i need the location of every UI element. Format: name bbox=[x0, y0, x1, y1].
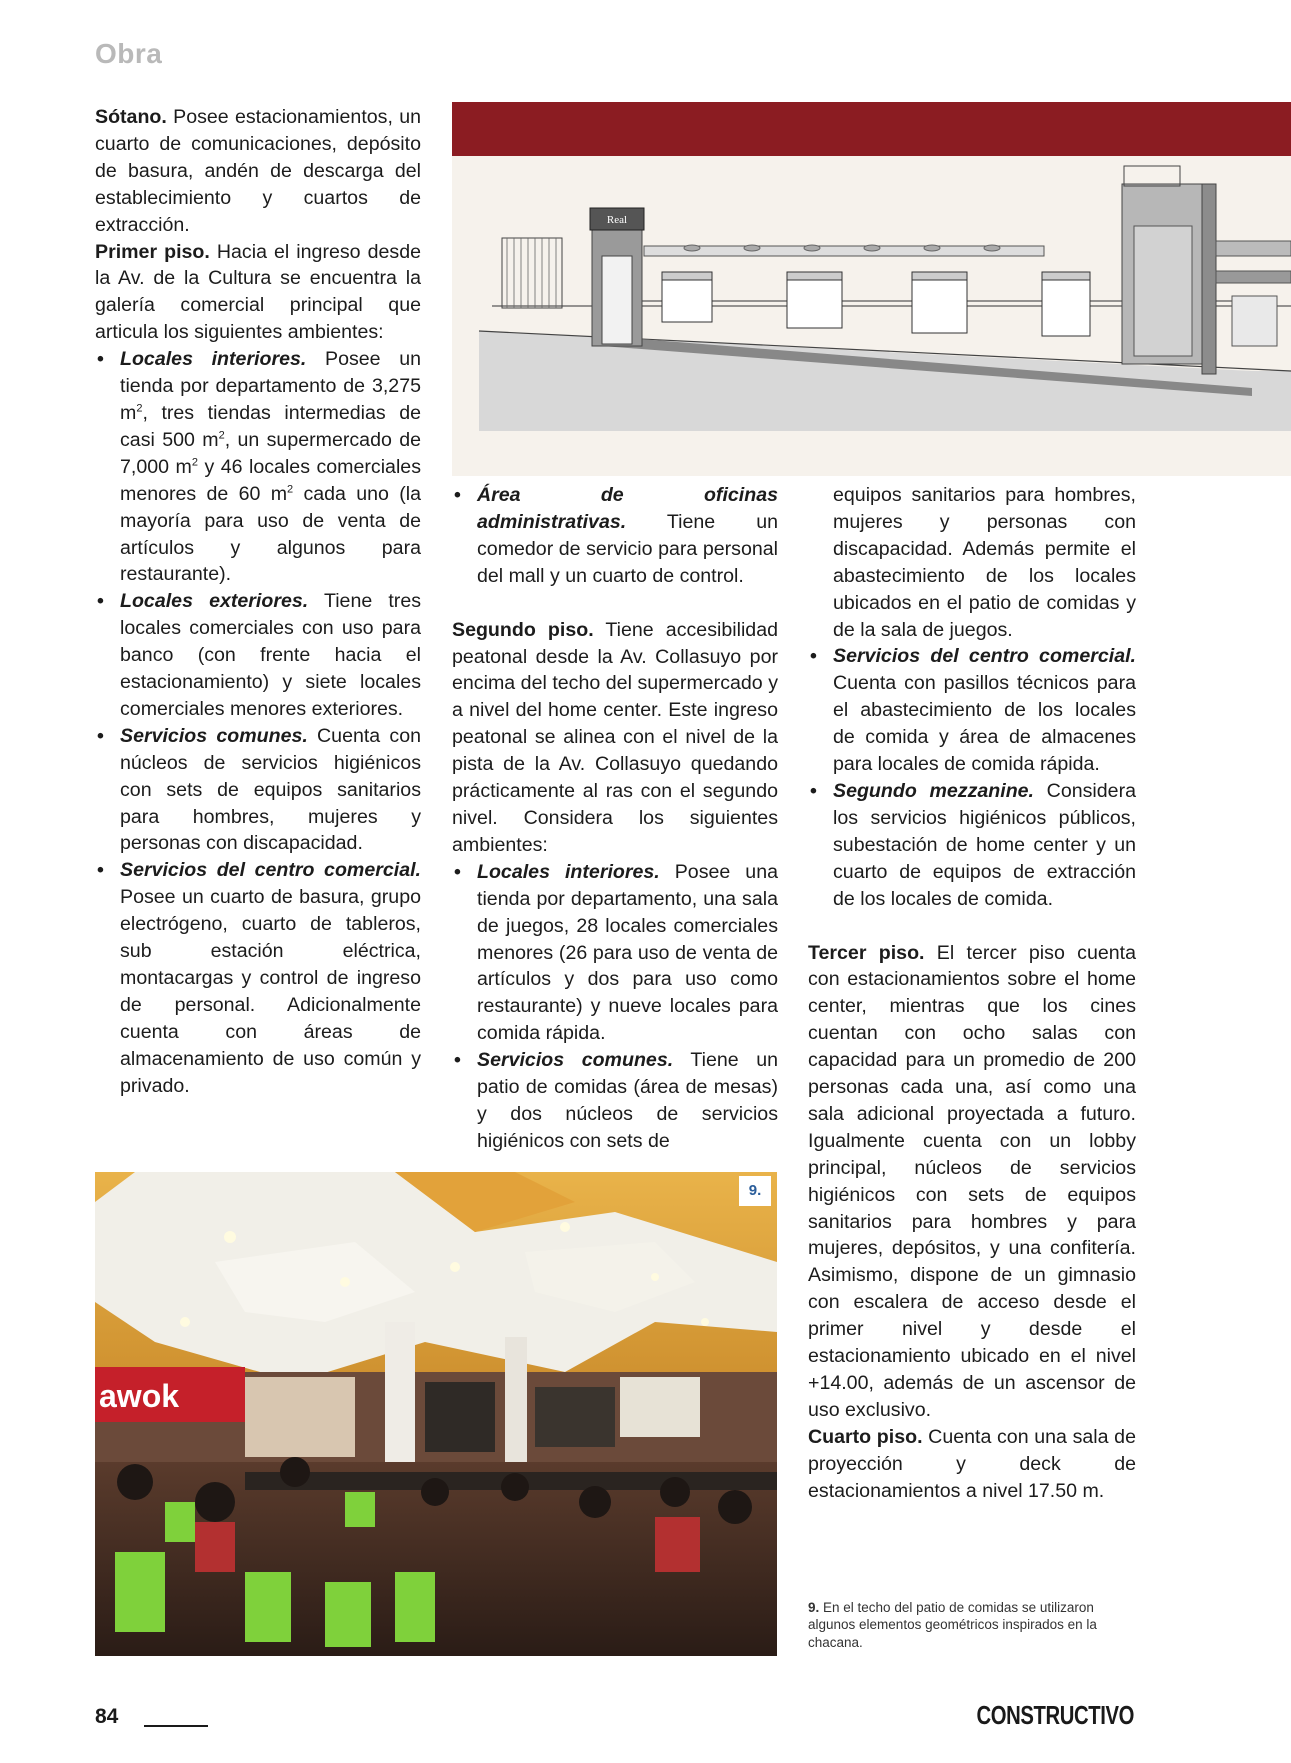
list-item bbox=[808, 643, 1136, 778]
superscript: 2 bbox=[287, 483, 294, 496]
superscript: 2 bbox=[136, 402, 143, 415]
list-item bbox=[452, 859, 778, 1047]
list-item-text: Tiene un patio de comidas (área de mesas) y dos núcleos de servicios higiénicos con sets de bbox=[477, 1049, 778, 1152]
list-item-text: Cuenta con pasillos técnicos para el abastecimiento de los locales de comida y área de almacenes para locales de comida rápida. bbox=[833, 672, 1136, 776]
food-court-photo bbox=[95, 1172, 777, 1656]
text-sotano: Posee estacionamientos, un cuarto de comunicaciones, depósito de basura, andén de descarga del establecimiento y cuartos de extracción. bbox=[95, 106, 421, 236]
svg-text:Real: Real bbox=[606, 214, 628, 226]
photo-caption bbox=[808, 1599, 1128, 1651]
text-continuation: equipos sanitarios para hombres, mujeres y personas con discapacidad. Además permite el abastecimiento de los locales ubicados en el patio de comidas y de la sala de juegos. bbox=[833, 484, 1136, 641]
page-number: 84 bbox=[95, 1705, 119, 1728]
oficinas-list bbox=[452, 482, 778, 590]
list-item bbox=[452, 1047, 778, 1155]
list-item-text: Considera los servicios higiénicos públicos, subestación de home center y un cuarto de equipos de extracción de los locales de comida. bbox=[833, 779, 1136, 910]
superscript: 2 bbox=[191, 456, 198, 469]
text-tercer-piso: El tercer piso cuenta con estacionamientos sobre el home center, mientras que los cines cuentan con ocho salas con capacidad para un promedio de 200 personas cada una, así como una sala adicional proyectada a futuro. Igualmente cuenta con un lobby principal, núcleos de servicios higiénicos con sets de equipos sanitarios para hombres y para mujeres, depósitos, y una confitería. Asimismo, dispone de un gimnasio con escalera de acceso desde el primer nivel y desde el estacionamiento ubicado en el nivel +14.00, además de un ascensor de uso exclusivo. bbox=[808, 941, 1136, 1421]
segundo-piso-list bbox=[452, 859, 778, 1155]
heading-cuarto-piso: Cuarto piso. bbox=[808, 1425, 923, 1448]
text-primer-piso: Hacia el ingreso desde la Av. de la Cultura se encuentra la galería comercial principal que articula los siguientes ambientes: bbox=[95, 240, 421, 344]
list-item-title: Locales exteriores. bbox=[120, 590, 309, 613]
list-item bbox=[452, 482, 778, 590]
list-item-text: y 46 locales comerciales menores de 60 m bbox=[120, 455, 421, 505]
list-item-text: cada uno (la mayoría para uso de venta de artículos y algunos para restaurante). bbox=[120, 482, 421, 586]
heading-tercer-piso: Tercer piso. bbox=[808, 941, 925, 964]
list-item-text: Posee una tienda por departamento, una sala de juegos, 28 locales comerciales menores (26 para uso de venta de artículos y dos para uso como restaurante) y nueve locales para comida rápida. bbox=[477, 860, 778, 1045]
text-segundo-piso: Tiene accesibilidad peatonal desde la Av. Collasuyo por encima del techo del supermercado y a nivel del home center. Este ingreso peatonal se alinea con el nivel de la pista de la Av. Collasuyo quedando prácticamente al ras con el segundo nivel. Considera los siguientes ambientes: bbox=[452, 618, 778, 856]
paragraph-tercer-piso bbox=[808, 940, 1136, 1424]
list-item bbox=[95, 723, 421, 858]
caption-text: En el techo del patio de comidas se utilizaron algunos elementos geométricos inspirados en la chacana. bbox=[808, 1600, 1097, 1650]
primer-piso-list bbox=[95, 346, 421, 1099]
heading-segundo-piso: Segundo piso. bbox=[452, 618, 594, 641]
paragraph-cuarto-piso bbox=[808, 1424, 1136, 1505]
heading-sotano: Sótano. bbox=[95, 106, 167, 128]
list-item bbox=[808, 778, 1136, 913]
list-item-title: Servicios del centro comercial. bbox=[120, 859, 421, 882]
food-court-illustration bbox=[95, 1172, 777, 1656]
paragraph-primer-piso bbox=[95, 239, 421, 347]
page-number-rule bbox=[144, 1725, 208, 1727]
list-item-text: Tiene un comedor de servicio para personal del mall y un cuarto de control. bbox=[477, 510, 778, 587]
list-item-text: , tres tiendas intermedias de casi 500 m bbox=[120, 401, 421, 451]
list-item-text: , un supermercado de 7,000 m bbox=[120, 428, 422, 478]
magazine-brand: CONSTRUCTIVO bbox=[976, 1700, 1134, 1730]
list-item bbox=[95, 346, 421, 588]
list-item-title: Locales interiores. bbox=[120, 348, 307, 371]
caption-number: 9. bbox=[808, 1600, 820, 1615]
text-cuarto-piso: Cuenta con una sala de proyección y deck de estacionamientos a nivel 17.50 m. bbox=[808, 1425, 1136, 1502]
list-item-text: Posee un cuarto de basura, grupo electrógeno, cuarto de tableros, sub estación eléctrica, montacargas y control de ingreso de personal. Adicionalmente cuenta con áreas de almacenamiento de uso común y privado. bbox=[120, 886, 421, 1097]
heading-primer-piso: Primer piso. bbox=[95, 240, 210, 263]
list-item-text: Cuenta con núcleos de servicios higiénicos con sets de equipos sanitarios para hombres, mujeres y personas con discapacidad. bbox=[120, 724, 421, 855]
drawing-header-band bbox=[452, 102, 1291, 156]
list-item-title: Servicios comunes. bbox=[477, 1049, 674, 1072]
list-item-title: Servicios del centro comercial. bbox=[833, 645, 1136, 668]
elevation-drawing bbox=[452, 102, 1291, 476]
list-item-title: Área de oficinas administrativas. bbox=[477, 484, 778, 533]
text-column-2 bbox=[452, 482, 778, 1155]
list-item-title: Segundo mezzanine. bbox=[833, 779, 1035, 802]
list-item-text: Tiene tres locales comerciales con uso para banco (con frente hacia el estacionamiento) y siete locales comerciales menores exteriores. bbox=[120, 590, 422, 720]
paragraph-sotano bbox=[95, 104, 421, 239]
col3-list bbox=[808, 643, 1136, 912]
text-column-3 bbox=[808, 482, 1136, 1505]
list-item-title: Servicios comunes. bbox=[120, 724, 308, 747]
list-item-title: Locales interiores. bbox=[477, 860, 660, 883]
list-item-text: Posee un tienda por departamento de 3,275 m bbox=[120, 348, 421, 424]
photo-number-badge: 9. bbox=[739, 1176, 771, 1206]
restaurant-sign-text: awok bbox=[99, 1378, 180, 1414]
elevation-illustration bbox=[452, 156, 1291, 476]
text-column-1 bbox=[95, 104, 421, 1100]
list-item bbox=[95, 857, 421, 1099]
superscript: 2 bbox=[218, 429, 225, 442]
paragraph-continuation bbox=[808, 482, 1136, 643]
section-label: Obra bbox=[95, 38, 163, 69]
list-item bbox=[95, 588, 421, 723]
paragraph-segundo-piso bbox=[452, 617, 778, 859]
